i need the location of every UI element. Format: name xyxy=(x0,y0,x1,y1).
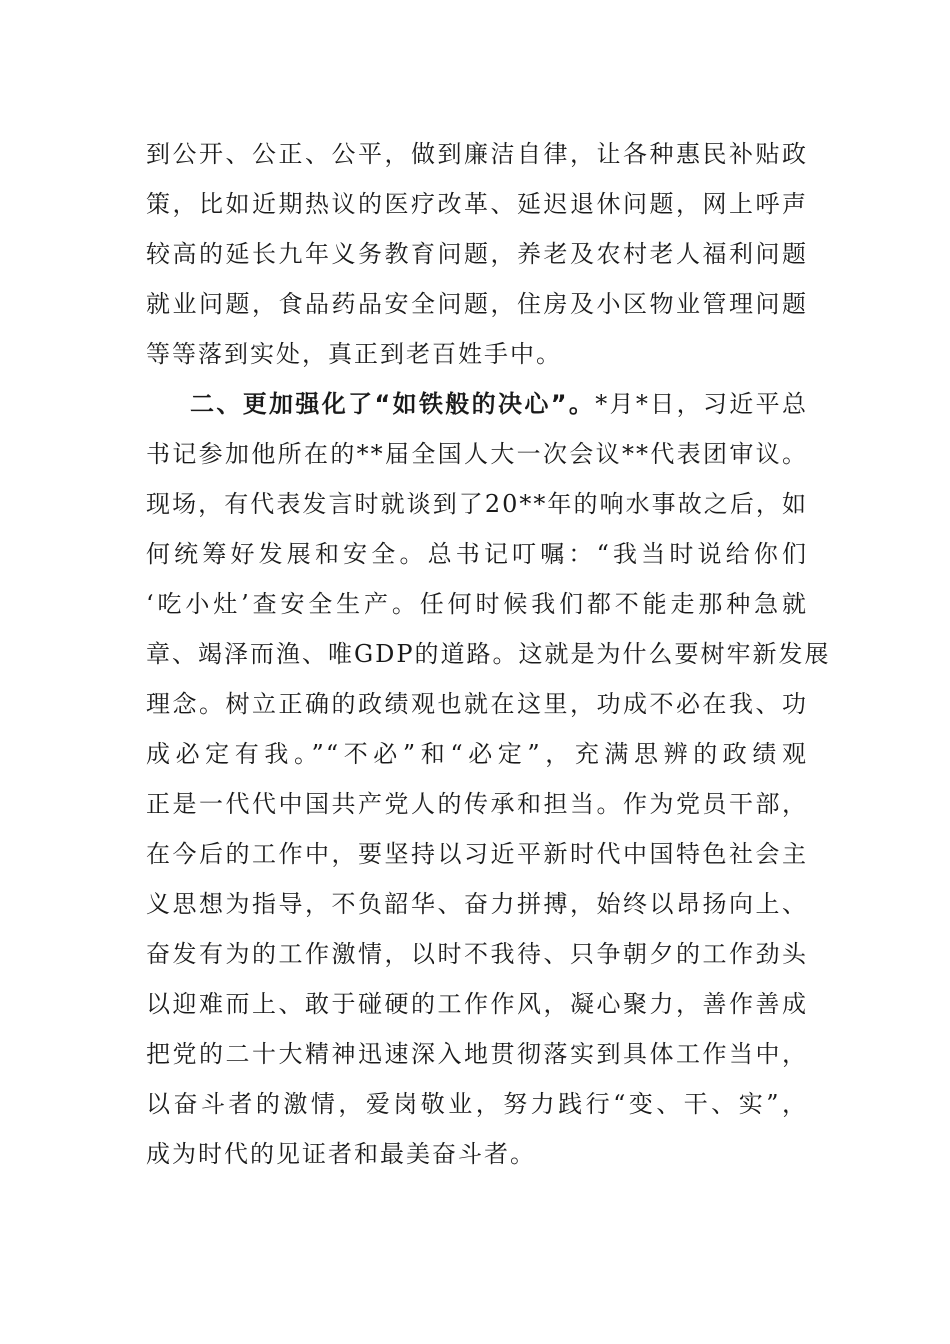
paragraph-line: 书记参加他所在的**届全国人大一次会议**代表团审议。 xyxy=(146,440,808,468)
paragraph-line: 就业问题，食品药品安全问题，住房及小区物业管理问题 xyxy=(146,290,808,318)
paragraph-line: 把党的二十大精神迅速深入地贯彻落实到具体工作当中， xyxy=(146,1040,808,1068)
paragraph-line: ‘吃小灶’查安全生产。任何时候我们都不能走那种急就 xyxy=(146,590,808,618)
paragraph-line: 奋发有为的工作激情，以时不我待、只争朝夕的工作劲头 xyxy=(146,940,808,968)
paragraph-line: 以奋斗者的激情，爱岗敬业，努力践行“变、干、实”， xyxy=(146,1090,808,1118)
paragraph-line: 何统筹好发展和安全。总书记叮嘱：“我当时说给你们 xyxy=(146,540,808,568)
paragraph-line: 等等落到实处，真正到老百姓手中。 xyxy=(146,340,562,368)
section-heading-line xyxy=(146,379,808,429)
section-heading-rest: *月*日，习近平总 xyxy=(595,390,809,418)
paragraph-line: 义思想为指导，不负韶华、奋力拼搏，始终以昂扬向上、 xyxy=(146,890,808,918)
paragraph-line: 在今后的工作中，要坚持以习近平新时代中国特色社会主 xyxy=(146,840,808,868)
section-heading: 二、更加强化了“如铁般的决心”。 xyxy=(190,390,596,418)
paragraph-line: 较高的延长九年义务教育问题，养老及农村老人福利问题 xyxy=(146,240,808,268)
document-body xyxy=(146,129,831,1179)
paragraph-line: 策，比如近期热议的医疗改革、延迟退休问题，网上呼声 xyxy=(146,190,808,218)
paragraph-line: 正是一代代中国共产党人的传承和担当。作为党员干部， xyxy=(146,790,808,818)
paragraph-line: 理念。树立正确的政绩观也就在这里，功成不必在我、功 xyxy=(146,690,808,718)
paragraph-line: 到公开、公正、公平，做到廉洁自律，让各种惠民补贴政 xyxy=(146,140,808,168)
paragraph-2 xyxy=(146,379,831,1179)
paragraph-line: 以迎难而上、敢于碰硬的工作作风，凝心聚力，善作善成 xyxy=(146,990,808,1018)
paragraph-line: 成为时代的见证者和最美奋斗者。 xyxy=(146,1140,536,1168)
paragraph-line: 章、竭泽而渔、唯GDP的道路。这就是为什么要树牢新发展 xyxy=(146,640,831,668)
paragraph-line: 现场，有代表发言时就谈到了20**年的响水事故之后，如 xyxy=(146,490,808,518)
paragraph-line: 成必定有我。”“不必”和“必定”，充满思辨的政绩观 xyxy=(146,740,808,768)
paragraph-1 xyxy=(146,129,808,379)
